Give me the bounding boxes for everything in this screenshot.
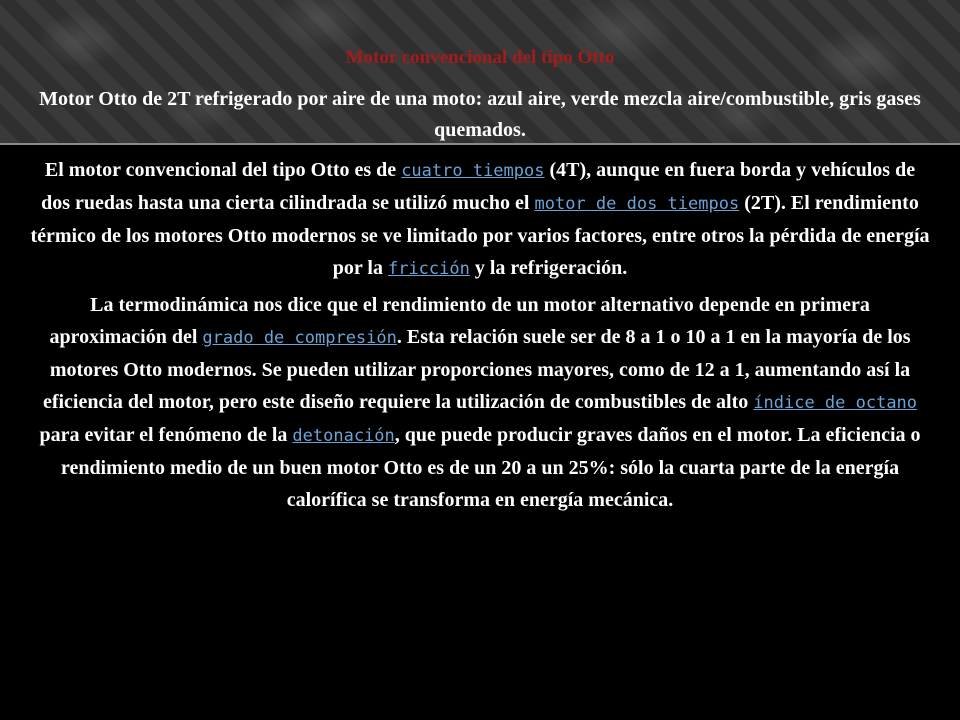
link-grado-compresion[interactable]: grado de compresión bbox=[202, 328, 397, 348]
paragraph-2 bbox=[30, 289, 930, 516]
paragraph-2-text-3: para evitar el fenómeno de la bbox=[39, 424, 293, 446]
link-friccion[interactable]: fricción bbox=[387, 259, 470, 279]
paragraph-1 bbox=[30, 154, 930, 285]
image-caption: Motor Otto de 2T refrigerado por aire de una moto: azul aire, verde mezcla aire/combustible, gris gases quemados. bbox=[39, 88, 921, 141]
paragraph-2-text-2: . Esta relación suele ser de 8 a 1 o 10 a 1 en la mayoría de los motores Otto modernos. Se pueden utilizar proporciones mayores, como de 12 a 1, aumentando así la eficiencia del motor, pero este diseño requiere la utilización de combustibles de alto bbox=[42, 326, 911, 413]
link-detonacion[interactable]: detonación bbox=[292, 426, 395, 446]
paragraph-1-text-1: El motor convencional del tipo Otto es de bbox=[44, 159, 402, 181]
link-motor-dos-tiempos[interactable]: motor de dos tiempos bbox=[534, 194, 740, 214]
paragraph-2-text-4: , que puede producir graves daños en el motor. La eficiencia o rendimiento medio de un buen motor Otto es de un 20 a un 25%: sólo la cuarta parte de la energía calorífica se transforma en energía mecánica. bbox=[60, 424, 921, 511]
paragraph-2-text-1: La termodinámica nos dice que el rendimiento de un motor alternativo depende en primera aproximación del bbox=[49, 294, 870, 348]
slide-body bbox=[30, 84, 930, 520]
slide-title: Motor convencional del tipo Otto bbox=[345, 47, 615, 68]
paragraph-1-text-2: (4T), aunque en fuera borda y vehículos de dos ruedas hasta una cierta cilindrada se utilizó mucho el bbox=[41, 159, 916, 214]
paragraph-1-text-3: (2T). El rendimiento térmico de los motores Otto modernos se ve limitado por varios factores, entre otros la pérdida de energía por la bbox=[30, 192, 930, 279]
link-cuatro-tiempos[interactable]: cuatro tiempos bbox=[401, 161, 545, 181]
link-indice-octano[interactable]: índice de octano bbox=[753, 393, 918, 413]
paragraph-1-text-4: y la refrigeración. bbox=[469, 257, 628, 279]
